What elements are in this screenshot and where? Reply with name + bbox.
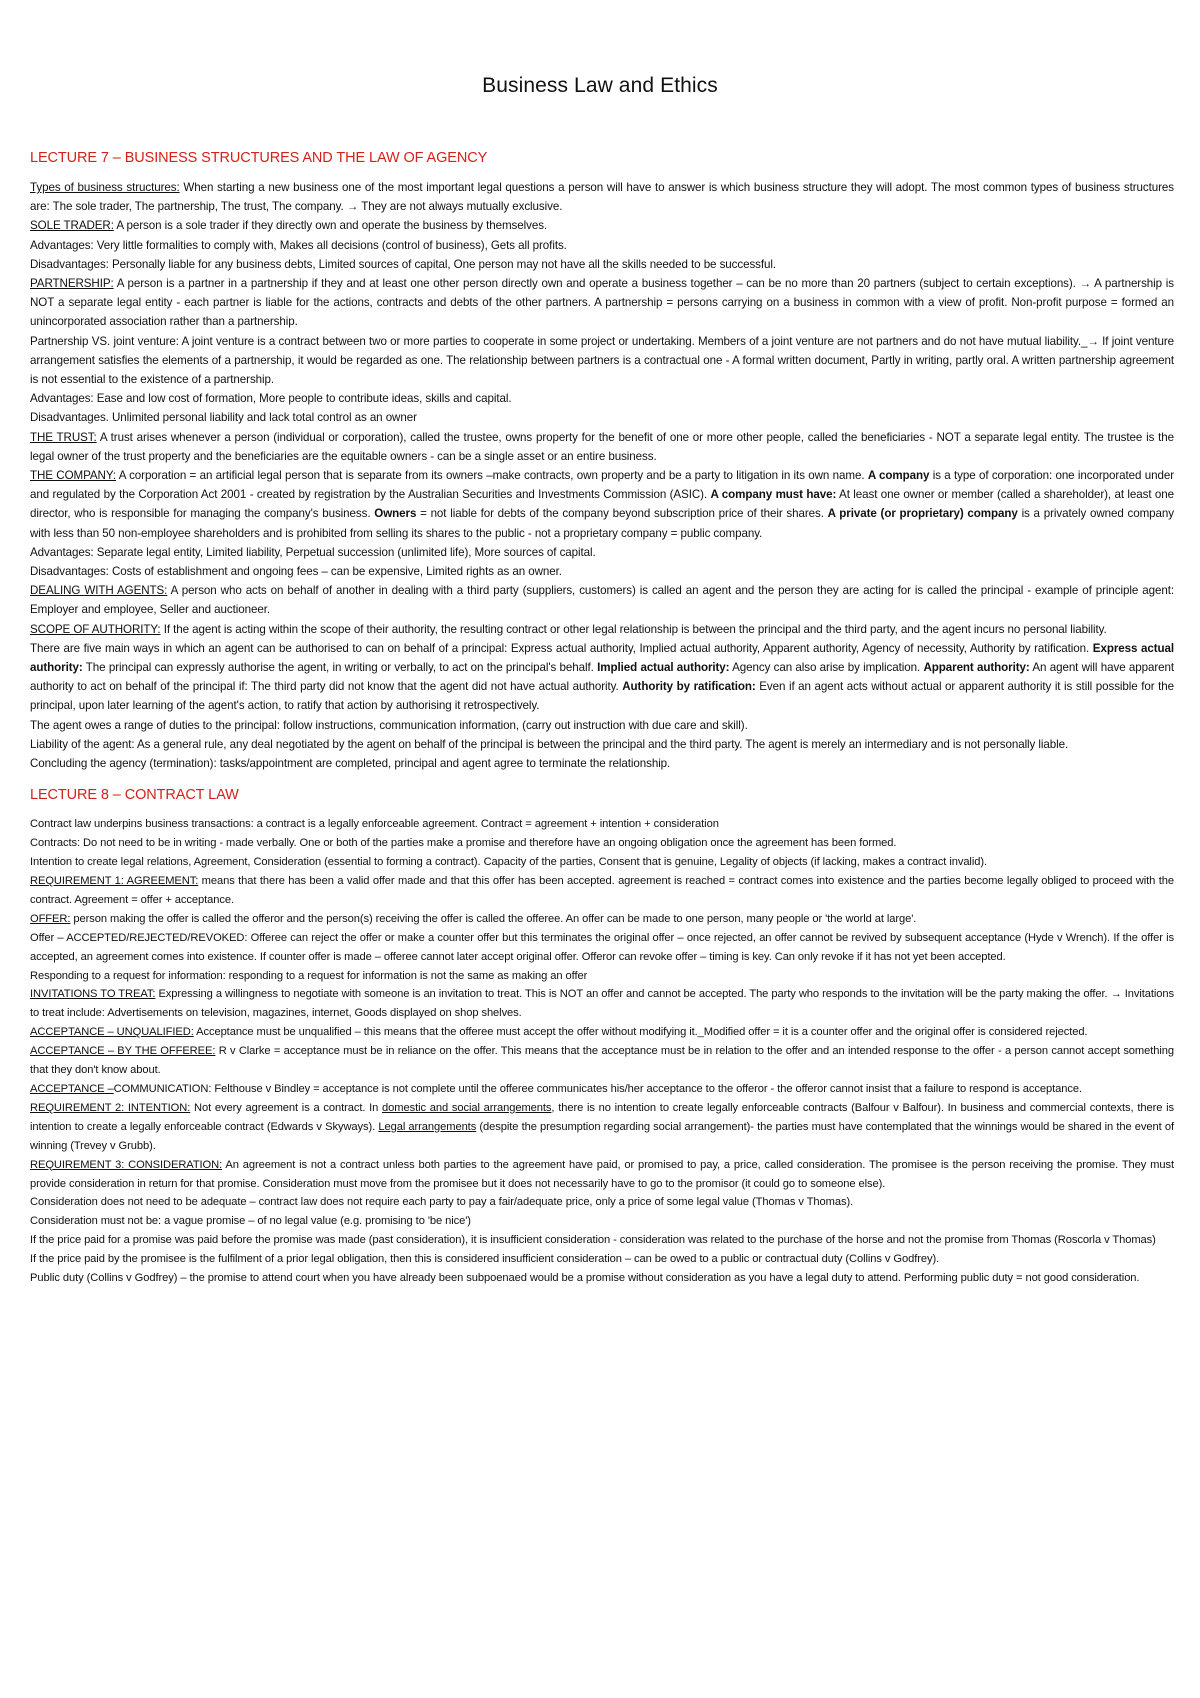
- paragraph: [30, 1042, 1174, 1080]
- paragraph: The agent owes a range of duties to the principal: follow instructions, communication information, (carry out instruction with due care and skill).: [30, 718, 748, 732]
- paragraph: [30, 620, 1174, 639]
- paragraph: Liability of the agent: As a general rule, any deal negotiated by the agent on behalf of the principal is between the principal and the third party. The agent is merely an intermediary and is not personally liable.: [30, 737, 1069, 751]
- paragraph: [30, 274, 1174, 332]
- paragraph: [30, 910, 1174, 929]
- paragraph-text: If the agent is acting within the scope of their authority, the resulting contract or other legal relationship is between the principal and the third party, and the agent incurs no personal liability.: [160, 622, 1107, 636]
- paragraph: [30, 216, 1174, 235]
- paragraph-text: An agreement is not a contract unless both parties to the agreement have paid, or promised to pay, a price, called consideration. The promisee is the person receiving the promise. They must provide consideration in return for that promise. Consideration must move from the promisee but it does not necessarily have to go to the promisor (it could go to someone else).: [30, 1158, 1174, 1190]
- paragraph: Disadvantages: Costs of establishment and ongoing fees – can be expensive, Limited rights as an owner.: [30, 565, 562, 579]
- bold-term: Authority by ratification:: [622, 680, 756, 694]
- bold-term: Owners: [374, 507, 417, 521]
- paragraph-text: There are five main ways in which an agent can be authorised to can on behalf of a principal: Express actual authority, Implied actual authority, Apparent authority, Agency of necessity, Authority by ratification.: [30, 641, 1093, 655]
- paragraph-text: (despite the presumption regarding social arrangement)- the parties must have contemplated that the winnings would be shared in the event of winning (Trevey v Grubb).: [30, 1120, 1174, 1152]
- lecture-7-heading: LECTURE 7 – BUSINESS STRUCTURES AND THE LAW OF AGENCY: [30, 150, 488, 166]
- lecture-8-heading: LECTURE 8 – CONTRACT LAW: [30, 787, 239, 804]
- bold-term: Implied actual authority:: [597, 661, 730, 675]
- paragraph: [30, 639, 1174, 716]
- paragraph-text: Not every agreement is a contract. In: [190, 1101, 383, 1114]
- paragraph-text: person making the offer is called the offeror and the person(s) receiving the offer is called the offeree. An offer can be made to one person, many people or 'the world at large'.: [70, 912, 917, 925]
- section-label: THE COMPANY:: [30, 469, 116, 483]
- paragraph: Public duty (Collins v Godfrey) – the promise to attend court when you have already been subpoenaed would be a promise without consideration as you have a legal duty to attend. Performing public duty = not good consideration.: [30, 1272, 1140, 1285]
- paragraph-text: A trust arises whenever a person (individual or corporation), called the trustee, owns property for the benefit of one or more other people, called the beneficiaries - NOT a separate legal entity. The trustee is the legal owner of the trust property and the beneficiaries are the equitable owners - can be a single asset or an entire business.: [30, 430, 1174, 463]
- paragraph: Concluding the agency (termination): tasks/appointment are completed, principal and agent agree to terminate the relationship.: [30, 757, 671, 771]
- section-label: REQUIREMENT 1: AGREEMENT:: [30, 875, 199, 888]
- paragraph: [30, 466, 1174, 543]
- section-label: REQUIREMENT 2:: [30, 1101, 125, 1114]
- section-label: DEALING WITH AGENTS:: [30, 584, 168, 598]
- paragraph: [30, 428, 1174, 466]
- bold-term: Express actual authority:: [30, 641, 1174, 675]
- bold-term: A company: [867, 469, 930, 483]
- paragraph-text: The principal can expressly authorise the agent, in writing or verbally, to act on the principal's behalf.: [82, 661, 598, 675]
- paragraph-text: COMMUNICATION: Felthouse v Bindley = acceptance is not complete until the offeree communicates his/her acceptance to the offeror - the offeror cannot insist that a failure to respond is acceptance.: [113, 1082, 1082, 1095]
- bold-term: Apparent authority:: [923, 661, 1030, 675]
- paragraph: Contracts: Do not need to be in writing - made verbally. One or both of the parties make a promise and therefore have an ongoing obligation once the agreement has been formed.: [30, 837, 897, 850]
- section-label: THE TRUST:: [30, 430, 97, 444]
- section-label: UNQUALIFIED:: [113, 1026, 194, 1039]
- section-label: OFFER:: [30, 912, 71, 925]
- bold-term: A company must have:: [710, 488, 837, 502]
- paragraph: Disadvantages: Personally liable for any business debts, Limited sources of capital, One person may not have all the skills needed to be successful.: [30, 257, 777, 271]
- paragraph-text: An agent will have apparent authority to act on behalf of the principal if: The third party did not know that the agent did not have actual authority.: [30, 661, 1175, 694]
- bold-term: A private (or proprietary) company: [827, 507, 1018, 521]
- section-label: Types of business structures:: [30, 181, 180, 194]
- paragraph: Partnership VS. joint venture: A joint venture is a contract between two or more parties to cooperate in some project or undertaking. Members of a joint venture are not partners and do not have mutual liability._→ If joint venture arrangement satisfies the elements of a partnership, it would be regarded as one. The relationship between partners is a contractual one - A formal written document, Partly in writing, partly oral. A written partnership agreement is not essential to the existence of a partnership.: [30, 334, 1174, 387]
- paragraph: If the price paid by the promisee is the fulfilment of a prior legal obligation, then this is considered insufficient consideration – can be owed to a public or contractual duty (Collins v Godfrey).: [30, 1253, 940, 1266]
- paragraph-text: means that there has been a valid offer made and that this offer has been accepted. agreement is reached = contract comes into existence and the parties become legally obliged to proceed with the contract. Agreement = offer + acceptance.: [30, 875, 1174, 906]
- paragraph: Contract law underpins business transactions: a contract is a legally enforceable agreement. Contract = agreement + intention + consideration: [30, 818, 719, 831]
- section-label: INVITATIONS TO TREAT:: [30, 988, 156, 1001]
- paragraph: [30, 872, 1174, 910]
- paragraph-text: A corporation = an artificial legal person that is separate from its owners –make contracts, own property and be a party to litigation in its own name.: [116, 469, 868, 483]
- paragraph-text: , there is no intention to create legally enforceable contracts (Balfour v Balfour). In business and commercial contexts, there is intention to create a legally enforceable contract (Edwards v Skyways).: [30, 1101, 1174, 1133]
- paragraph: [30, 985, 1174, 1023]
- section-label: ACCEPTANCE – BY THE OFFEREE:: [30, 1045, 216, 1058]
- paragraph: [30, 178, 1174, 216]
- paragraph: Advantages: Ease and low cost of formation, More people to contribute ideas, skills and capital.: [30, 392, 512, 406]
- paragraph: Responding to a request for information: responding to a request for information is not the same as making an offer: [30, 969, 588, 982]
- underlined-term: Legal arrangements: [378, 1120, 477, 1133]
- paragraph: Disadvantages. Unlimited personal liability and lack total control as an owner: [30, 411, 417, 425]
- paragraph: If the price paid for a promise was paid before the promise was made (past consideration), it is insufficient consideration - consideration was related to the purchase of the horse and not the promise from Thomas (Roscorla v Thomas): [30, 1234, 1156, 1247]
- paragraph-text: Expressing a willingness to negotiate with someone is an invitation to treat. This is NOT an offer and cannot be accepted. The party who responds to the invitation will be the party making the offer. → Invitations to treat include: Advertisements on television, magazines, internet, Goods displayed on shop shelves.: [30, 988, 1174, 1020]
- paragraph-text: Even if an agent acts without actual or apparent authority it is still possible for the principal, upon later learning of the agent's action, to ratify that action by authorising it retrospectively.: [30, 680, 1174, 713]
- paragraph-text: When starting a new business one of the most important legal questions a person will have to answer is which business structure they will adopt. The most common types of business structures are: The sole trader, The partnership, The trust, The company. → They are not always mutually exclusive.: [30, 181, 1174, 214]
- paragraph: [30, 1080, 1174, 1099]
- paragraph-text: Agency can also arise by implication.: [729, 661, 924, 675]
- document-title: Business Law and Ethics: [482, 74, 718, 97]
- paragraph: Consideration does not need to be adequate – contract law does not require each party to pay a fair/adequate price, only a price of some legal value (Thomas v Thomas).: [30, 1196, 854, 1209]
- paragraph: [30, 1023, 1174, 1042]
- section-label: PARTNERSHIP:: [30, 277, 114, 291]
- document-body: [30, 150, 1174, 1288]
- paragraph: Offer – ACCEPTED/REJECTED/REVOKED: Offeree can reject the offer or make a counter offer but this terminates the original offer – once rejected, an offer cannot be revived by subsequent acceptance (Hyde v Wrench). If the offer is accepted, an agreement comes into existence. If counter offer is made – offeree cannot later accept original offer. Offeror can revoke offer – timing is key. Can only revoke if it has not yet been accepted.: [30, 931, 1174, 963]
- paragraph-text: A person is a sole trader if they directly own and operate the business by themselves.: [113, 219, 548, 233]
- paragraph-text: A person who acts on behalf of another in dealing with a third party (suppliers, customers) is called an agent and the person they are acting for is called the principal - example of principle agent: Employer and employee, Seller and auctioneer.: [30, 584, 1174, 617]
- section-label: SCOPE OF AUTHORITY:: [30, 622, 161, 636]
- underlined-term: domestic and social arrangements: [382, 1101, 552, 1114]
- paragraph-text: At least one owner or member (called a shareholder), at least one director, who is responsible for managing the company's business.: [30, 488, 1175, 521]
- section-label: SOLE TRADER:: [30, 219, 114, 233]
- paragraph-text: R v Clarke = acceptance must be in reliance on the offer. This means that the acceptance must be in relation to the offer and an intended response to the offer - a person cannot accept something that they don't know about.: [30, 1045, 1174, 1077]
- paragraph: Advantages: Very little formalities to comply with, Makes all decisions (control of business), Gets all profits.: [30, 238, 567, 252]
- section-label: REQUIREMENT 3: CONSIDERATION:: [30, 1158, 223, 1171]
- paragraph-text: Acceptance must be unqualified – this means that the offeree must accept the offer without modifying it._Modified offer = it is a counter offer and the original offer is considered rejected.: [193, 1026, 1088, 1039]
- paragraph: [30, 1156, 1174, 1194]
- section-label: INTENTION:: [124, 1101, 191, 1114]
- paragraph-text: is a privately owned company with less than 50 non-employee shareholders and is prohibited from selling its shares to the public - not a proprietary company = public company.: [30, 507, 1174, 540]
- paragraph: [30, 1099, 1174, 1156]
- section-label: ACCEPTANCE –: [30, 1026, 114, 1039]
- paragraph-text: is a type of corporation: one incorporated under and regulated by the Corporation Act 2001 - created by registration by the Australian Securities and Investments Commission (ASIC).: [30, 469, 1174, 502]
- section-label: ACCEPTANCE –: [30, 1082, 114, 1095]
- paragraph: [30, 581, 1174, 619]
- paragraph-text: A person is a partner in a partnership if they and at least one other person directly own and operate a business together – can be no more than 20 partners (subject to certain exceptions). → A partnership is NOT a separate legal entity - each partner is liable for the actions, contracts and debts of the other partners. A partnership = persons carrying on a business in common with a view of profit. Non-profit purpose = formed an unincorporated association rather than a partnership.: [30, 277, 1174, 329]
- paragraph: Consideration must not be: a vague promise – of no legal value (e.g. promising to 'be nice'): [30, 1215, 471, 1228]
- paragraph-text: = not liable for debts of the company beyond subscription price of their shares.: [416, 507, 828, 521]
- paragraph: Advantages: Separate legal entity, Limited liability, Perpetual succession (unlimited life), More sources of capital.: [30, 545, 596, 559]
- paragraph: Intention to create legal relations, Agreement, Consideration (essential to forming a contract). Capacity of the parties, Consent that is genuine, Legality of objects (if lacking, makes a contract invalid).: [30, 856, 987, 869]
